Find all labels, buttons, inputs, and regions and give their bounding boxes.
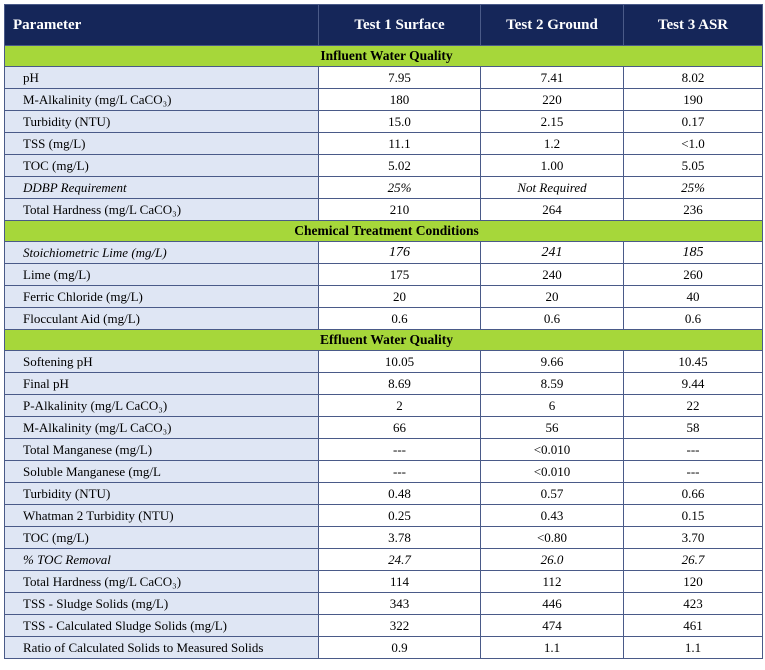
cell-test3: 0.6 [624, 308, 763, 330]
row-label: pH [5, 67, 319, 89]
row-label: TOC (mg/L) [5, 155, 319, 177]
row-label: % TOC Removal [5, 549, 319, 571]
table-row [5, 483, 763, 505]
cell-test3: <1.0 [624, 133, 763, 155]
header-test1: Test 1 Surface [319, 5, 481, 46]
cell-test1: 0.25 [319, 505, 481, 527]
table-row [5, 111, 763, 133]
row-label: Ferric Chloride (mg/L) [5, 286, 319, 308]
cell-test1: 5.02 [319, 155, 481, 177]
row-label: Total Manganese (mg/L) [5, 439, 319, 461]
cell-test1: 25% [319, 177, 481, 199]
cell-test3: 25% [624, 177, 763, 199]
cell-test1: 0.6 [319, 308, 481, 330]
cell-test3: 423 [624, 593, 763, 615]
row-label: TSS (mg/L) [5, 133, 319, 155]
row-label: Turbidity (NTU) [5, 111, 319, 133]
cell-test3: 190 [624, 89, 763, 111]
cell-test2: 8.59 [481, 373, 624, 395]
section-title: Chemical Treatment Conditions [5, 221, 763, 242]
cell-test3: 8.02 [624, 67, 763, 89]
cell-test2: 9.66 [481, 351, 624, 373]
table-row [5, 351, 763, 373]
row-label: TSS - Sludge Solids (mg/L) [5, 593, 319, 615]
cell-test1: 176 [319, 242, 481, 264]
table-row [5, 615, 763, 637]
cell-test2: 26.0 [481, 549, 624, 571]
cell-test2: 240 [481, 264, 624, 286]
cell-test1: 20 [319, 286, 481, 308]
cell-test1: 3.78 [319, 527, 481, 549]
table-row [5, 527, 763, 549]
cell-test1: 180 [319, 89, 481, 111]
cell-test3: 185 [624, 242, 763, 264]
cell-test3: 3.70 [624, 527, 763, 549]
table-row [5, 264, 763, 286]
cell-test3: 22 [624, 395, 763, 417]
table-row [5, 395, 763, 417]
row-label: Soluble Manganese (mg/L [5, 461, 319, 483]
row-label: M-Alkalinity (mg/L CaCO₃) [5, 89, 319, 111]
table-row [5, 67, 763, 89]
cell-test1: 175 [319, 264, 481, 286]
cell-test1: 15.0 [319, 111, 481, 133]
cell-test2: 446 [481, 593, 624, 615]
section-row-influent [5, 46, 763, 67]
header-test3: Test 3 ASR [624, 5, 763, 46]
table-row [5, 133, 763, 155]
row-label: M-Alkalinity (mg/L CaCO₃) [5, 417, 319, 439]
row-label: DDBP Requirement [5, 177, 319, 199]
table-row [5, 461, 763, 483]
cell-test1: 114 [319, 571, 481, 593]
table-row [5, 155, 763, 177]
cell-test2: 220 [481, 89, 624, 111]
cell-test1: 343 [319, 593, 481, 615]
cell-test3: 0.17 [624, 111, 763, 133]
cell-test3: 9.44 [624, 373, 763, 395]
row-label: Flocculant Aid (mg/L) [5, 308, 319, 330]
table-row [5, 89, 763, 111]
cell-test2: 112 [481, 571, 624, 593]
row-label: Softening pH [5, 351, 319, 373]
cell-test3: 0.15 [624, 505, 763, 527]
cell-test3: 260 [624, 264, 763, 286]
cell-test2: 0.6 [481, 308, 624, 330]
cell-test1: 0.9 [319, 637, 481, 659]
table-row [5, 549, 763, 571]
cell-test1: 66 [319, 417, 481, 439]
section-row-effluent [5, 330, 763, 351]
cell-test3: 58 [624, 417, 763, 439]
row-label: Whatman 2 Turbidity (NTU) [5, 505, 319, 527]
cell-test1: 24.7 [319, 549, 481, 571]
cell-test3: 40 [624, 286, 763, 308]
table-row [5, 199, 763, 221]
cell-test2: 2.15 [481, 111, 624, 133]
row-label: Final pH [5, 373, 319, 395]
cell-test1: 210 [319, 199, 481, 221]
cell-test3: --- [624, 461, 763, 483]
header-test2: Test 2 Ground [481, 5, 624, 46]
row-label: TOC (mg/L) [5, 527, 319, 549]
cell-test1: 11.1 [319, 133, 481, 155]
table-row [5, 242, 763, 264]
cell-test1: 8.69 [319, 373, 481, 395]
cell-test2: 1.00 [481, 155, 624, 177]
cell-test2: 56 [481, 417, 624, 439]
table-row [5, 593, 763, 615]
table-row [5, 505, 763, 527]
row-label: Ratio of Calculated Solids to Measured Solids [5, 637, 319, 659]
cell-test1: --- [319, 439, 481, 461]
cell-test1: 7.95 [319, 67, 481, 89]
section-row-chemical [5, 221, 763, 242]
header-parameter: Parameter [5, 5, 319, 46]
table-row [5, 571, 763, 593]
cell-test2: 264 [481, 199, 624, 221]
cell-test2: <0.010 [481, 461, 624, 483]
cell-test2: 0.57 [481, 483, 624, 505]
cell-test1: 0.48 [319, 483, 481, 505]
cell-test3: --- [624, 439, 763, 461]
cell-test1: 2 [319, 395, 481, 417]
table-row [5, 439, 763, 461]
table-row [5, 637, 763, 659]
section-title: Influent Water Quality [5, 46, 763, 67]
cell-test2: <0.010 [481, 439, 624, 461]
cell-test2: Not Required [481, 177, 624, 199]
row-label: TSS - Calculated Sludge Solids (mg/L) [5, 615, 319, 637]
table-row [5, 308, 763, 330]
row-label: Total Hardness (mg/L CaCO₃) [5, 571, 319, 593]
cell-test2: 0.43 [481, 505, 624, 527]
cell-test3: 461 [624, 615, 763, 637]
cell-test2: 241 [481, 242, 624, 264]
row-label: Stoichiometric Lime (mg/L) [5, 242, 319, 264]
cell-test3: 26.7 [624, 549, 763, 571]
water-quality-table [4, 4, 763, 659]
cell-test3: 120 [624, 571, 763, 593]
table-row [5, 177, 763, 199]
cell-test2: <0.80 [481, 527, 624, 549]
cell-test3: 236 [624, 199, 763, 221]
cell-test2: 7.41 [481, 67, 624, 89]
cell-test1: 10.05 [319, 351, 481, 373]
cell-test3: 0.66 [624, 483, 763, 505]
table-row [5, 417, 763, 439]
cell-test2: 474 [481, 615, 624, 637]
cell-test2: 1.2 [481, 133, 624, 155]
results-table-container [4, 4, 763, 659]
row-label: Turbidity (NTU) [5, 483, 319, 505]
cell-test3: 10.45 [624, 351, 763, 373]
header-row [5, 5, 763, 46]
row-label: Lime (mg/L) [5, 264, 319, 286]
cell-test1: --- [319, 461, 481, 483]
cell-test2: 6 [481, 395, 624, 417]
cell-test2: 20 [481, 286, 624, 308]
row-label: P-Alkalinity (mg/L CaCO₃) [5, 395, 319, 417]
table-row [5, 373, 763, 395]
cell-test1: 322 [319, 615, 481, 637]
cell-test3: 5.05 [624, 155, 763, 177]
section-title: Effluent Water Quality [5, 330, 763, 351]
cell-test3: 1.1 [624, 637, 763, 659]
table-row [5, 286, 763, 308]
cell-test2: 1.1 [481, 637, 624, 659]
row-label: Total Hardness (mg/L CaCO₃) [5, 199, 319, 221]
